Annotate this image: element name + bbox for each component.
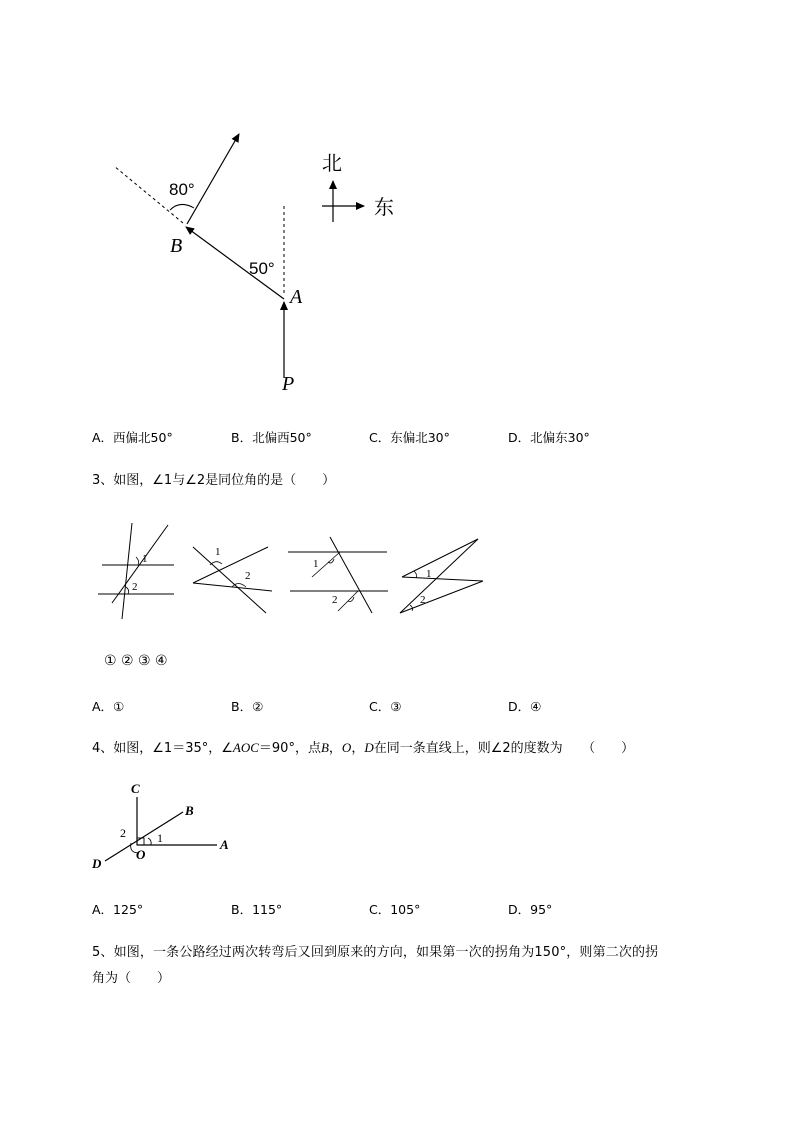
svg-text:A: A — [220, 837, 229, 852]
svg-text:C: C — [131, 781, 140, 796]
q4-option-c[interactable]: C．105° — [369, 902, 421, 917]
label-angle-50: 50° — [249, 259, 275, 278]
direction-figure — [0, 0, 794, 410]
q2-option-b[interactable]: B．北偏西50° — [231, 430, 312, 445]
svg-text:2: 2 — [120, 826, 126, 840]
q4-question-text: 4、如图，∠1＝35°，∠AOC＝90°，点B，O，D在同一条直线上，则∠2的度数为 （ ） — [92, 740, 635, 756]
q4-option-b[interactable]: B．115° — [231, 902, 283, 917]
q3-option-d[interactable]: D．④ — [508, 699, 542, 714]
q2-option-a[interactable]: A．西偏北50° — [92, 430, 173, 445]
q4-figure — [85, 775, 255, 875]
label-north: 北 — [322, 153, 342, 175]
svg-text:2: 2 — [132, 581, 138, 593]
q3-option-a[interactable]: A．① — [92, 699, 125, 714]
angle-arc-1 — [148, 838, 151, 845]
q2-option-d[interactable]: D．北偏东30° — [508, 430, 590, 445]
svg-text:2: 2 — [245, 570, 251, 582]
q4-option-d[interactable]: D．95° — [508, 902, 553, 917]
angle-arc-b — [170, 204, 194, 210]
q2-option-c[interactable]: C．东偏北30° — [369, 430, 450, 445]
label-point-a: A — [290, 286, 303, 308]
q3-figure-4 — [400, 539, 483, 613]
svg-text:1: 1 — [142, 553, 148, 565]
q5-question-line-1: 5、如图，一条公路经过两次转弯后又回到原来的方向，如果第一次的拐角为150°，则第二次的拐 — [92, 945, 659, 960]
svg-text:2: 2 — [420, 594, 426, 606]
svg-text:1: 1 — [215, 546, 221, 558]
q3-figure-numbers: ① ② ③ ④ — [104, 653, 168, 669]
q3-figure-1 — [98, 523, 174, 619]
q3-figures — [90, 515, 500, 635]
svg-text:1: 1 — [313, 558, 319, 570]
label-east: 东 — [374, 197, 394, 219]
q3-figure-3 — [288, 537, 388, 613]
label-point-p: P — [282, 373, 295, 395]
svg-text:1: 1 — [426, 568, 432, 580]
q3-option-b[interactable]: B．② — [231, 699, 264, 714]
svg-text:B: B — [185, 803, 194, 818]
q5-question-line-2: 角为（ ） — [92, 971, 171, 986]
svg-text:2: 2 — [332, 594, 338, 606]
segment-b-out — [187, 134, 239, 224]
svg-text:O: O — [136, 847, 146, 862]
q3-question-text: 3、如图，∠1与∠2是同位角的是（ ） — [92, 473, 336, 488]
q4-option-a[interactable]: A．125° — [92, 902, 144, 917]
q3-option-c[interactable]: C．③ — [369, 699, 402, 714]
label-angle-80: 80° — [169, 180, 195, 199]
svg-text:1: 1 — [157, 831, 163, 845]
q3-figure-2 — [193, 546, 272, 613]
label-point-b: B — [170, 235, 183, 257]
svg-text:D: D — [92, 856, 102, 871]
